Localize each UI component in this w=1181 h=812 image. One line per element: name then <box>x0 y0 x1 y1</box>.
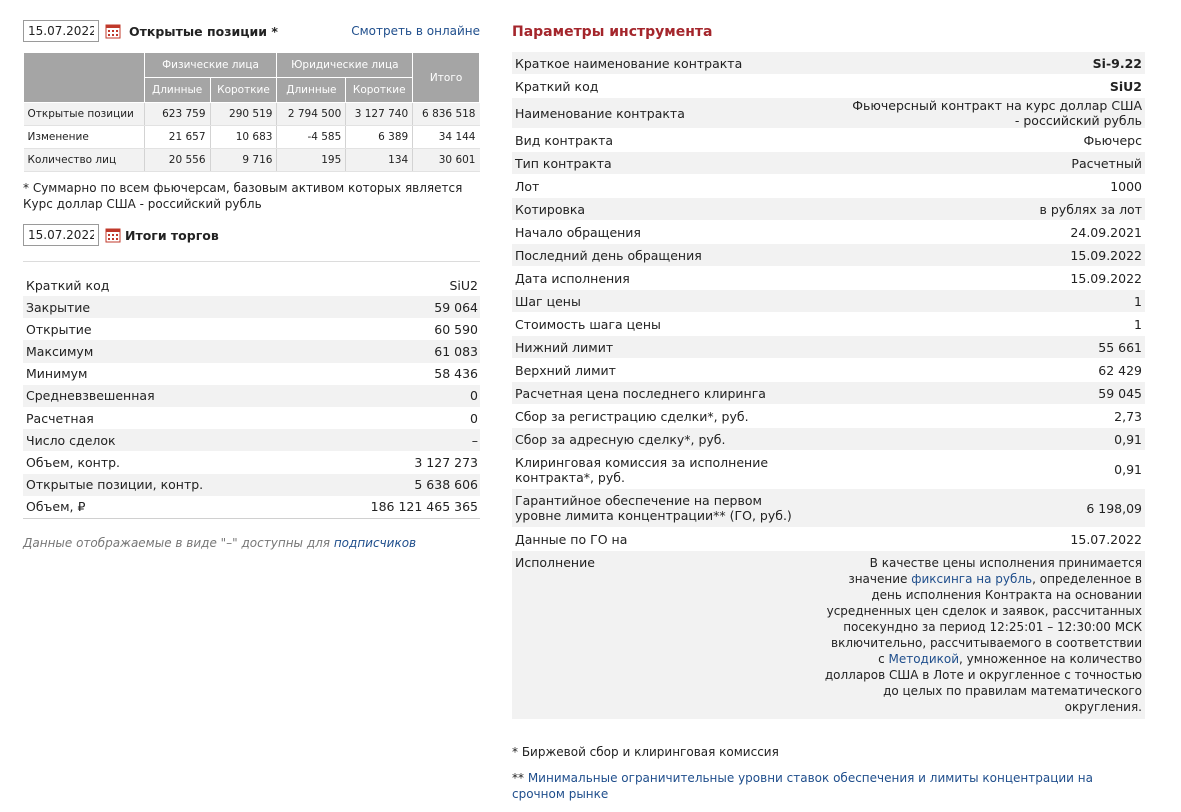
param-row <box>512 75 1145 98</box>
param-value: 15.07.2022 <box>1070 531 1142 547</box>
list-item <box>23 363 480 385</box>
table-cell: 195 <box>277 149 346 172</box>
table-cell: 10 683 <box>210 126 277 149</box>
footnote-limits <box>512 770 1145 802</box>
param-label: Наименование контракта <box>515 105 685 121</box>
header-short: Короткие <box>346 78 413 103</box>
param-row <box>512 313 1145 336</box>
divider <box>23 261 480 262</box>
list-item <box>23 407 480 429</box>
param-row <box>512 175 1145 198</box>
item-value: 60 590 <box>434 321 478 337</box>
param-label: Вид контракта <box>515 132 614 148</box>
table-header-blank <box>24 53 145 103</box>
param-value: Фьючерс <box>1083 132 1142 148</box>
header-long: Длинные <box>144 78 210 103</box>
param-value: 0,91 <box>1114 462 1142 477</box>
list-item <box>23 296 480 318</box>
table-cell: 34 144 <box>413 126 480 149</box>
item-label: Максимум <box>26 343 94 359</box>
table-cell: 623 759 <box>144 103 210 126</box>
item-value: 186 121 465 365 <box>370 499 478 515</box>
item-value: 58 436 <box>434 366 478 382</box>
item-value: 61 083 <box>434 343 478 359</box>
table-cell: 2 794 500 <box>277 103 346 126</box>
param-label: Исполнение <box>515 555 595 570</box>
open-positions-table <box>23 52 480 172</box>
param-label: Расчетная цена последнего клиринга <box>515 385 766 401</box>
right-column <box>512 18 1145 802</box>
param-row <box>512 129 1145 152</box>
header-short: Короткие <box>210 78 277 103</box>
open-positions-title: Открытые позиции * <box>129 23 278 39</box>
param-row <box>512 428 1145 451</box>
param-row <box>512 267 1145 290</box>
param-row-execution <box>512 551 1145 720</box>
table-cell: 21 657 <box>144 126 210 149</box>
footnote-fees: * Биржевой сбор и клиринговая комиссия <box>512 745 779 759</box>
item-value: SiU2 <box>449 278 478 293</box>
header-long: Длинные <box>277 78 346 103</box>
param-row <box>512 152 1145 175</box>
list-item <box>23 340 480 362</box>
list-item <box>23 429 480 451</box>
limits-link[interactable]: Минимальные ограничительные уровни ставок обеспечения и лимиты концентрации на срочном рынке <box>512 771 1093 801</box>
param-value: 1 <box>1134 316 1142 332</box>
open-positions-date-input[interactable] <box>23 20 99 42</box>
param-label: Начало обращения <box>515 224 641 240</box>
param-label: Лот <box>515 178 540 194</box>
table-cell: 6 836 518 <box>413 103 480 126</box>
param-label: Котировка <box>515 201 586 217</box>
footnote-marker: ** <box>512 771 528 785</box>
table-cell: 30 601 <box>413 149 480 172</box>
param-value: 62 429 <box>1098 362 1142 378</box>
table-cell: 6 389 <box>346 126 413 149</box>
param-label: Краткий код <box>515 78 599 94</box>
param-value: 0,91 <box>1114 431 1142 447</box>
table-cell: 20 556 <box>144 149 210 172</box>
param-label: Верхний лимит <box>515 362 616 378</box>
param-row <box>512 290 1145 313</box>
row-label: Открытые позиции <box>24 103 145 126</box>
divider <box>23 518 480 519</box>
list-item <box>23 451 480 473</box>
param-label: Краткое наименование контракта <box>515 55 743 71</box>
fixing-link[interactable]: фиксинга на рубль <box>911 572 1033 586</box>
execution-text: , умноженное на количество долларов США в Лоте и округленное с точностью до целых по правилам математического округления. <box>824 652 1142 714</box>
param-value <box>824 555 1142 715</box>
view-online-link[interactable]: Смотреть в онлайне <box>351 24 480 38</box>
param-label: Шаг цены <box>515 293 581 309</box>
subscribers-note <box>23 536 480 550</box>
param-label: Клиринговая комиссия за исполнение контракта*, руб. <box>515 454 769 485</box>
param-row <box>512 451 1145 489</box>
param-label: Стоимость шага цены <box>515 316 661 332</box>
param-row <box>512 52 1145 75</box>
trading-results-date-input[interactable] <box>23 224 99 246</box>
instrument-params-list <box>512 52 1145 720</box>
param-value: Расчетный <box>1071 155 1142 171</box>
subscribers-link[interactable]: подписчиков <box>333 535 417 550</box>
param-row <box>512 405 1145 428</box>
param-value: в рублях за лот <box>1039 201 1142 217</box>
calendar-icon[interactable] <box>105 23 121 39</box>
calendar-icon[interactable] <box>105 227 121 243</box>
param-row <box>512 244 1145 267</box>
param-row <box>512 359 1145 382</box>
param-label: Сбор за регистрацию сделки*, руб. <box>515 408 749 424</box>
instrument-params-title: Параметры инструмента <box>512 24 713 40</box>
item-label: Закрытие <box>26 299 91 315</box>
execution-text: В качестве цены исполнения принимается значение <box>848 556 1142 586</box>
list-item <box>23 385 480 407</box>
table-cell: 3 127 740 <box>346 103 413 126</box>
list-item <box>23 318 480 340</box>
param-label: Сбор за адресную сделку*, руб. <box>515 431 726 447</box>
table-cell: 134 <box>346 149 413 172</box>
item-label: Объем, контр. <box>26 454 121 470</box>
trading-results-list <box>23 268 480 518</box>
param-row <box>512 336 1145 359</box>
item-label: Средневзвешенная <box>26 388 155 404</box>
item-value: 5 638 606 <box>414 477 478 493</box>
param-label: Нижний лимит <box>515 339 614 355</box>
subscribers-note-text: Данные отображаемые в виде "–" доступны для <box>23 535 334 550</box>
param-row <box>512 198 1145 221</box>
item-label: Краткий код <box>26 278 110 293</box>
param-value: 55 661 <box>1098 339 1142 355</box>
list-item <box>23 474 480 496</box>
param-value: SiU2 <box>1109 78 1142 94</box>
param-value: 59 045 <box>1098 385 1142 401</box>
table-row <box>24 103 480 126</box>
param-row <box>512 489 1145 528</box>
table-row <box>24 126 480 149</box>
item-label: Открытие <box>26 321 92 337</box>
param-value: 6 198,09 <box>1086 500 1142 516</box>
table-cell: 9 716 <box>210 149 277 172</box>
param-label: Тип контракта <box>515 155 612 171</box>
param-value: 24.09.2021 <box>1070 224 1142 240</box>
item-label: Минимум <box>26 366 88 382</box>
item-value: 0 <box>470 410 478 426</box>
open-positions-footnote: * Суммарно по всем фьючерсам, базовым активом которых является Курс доллар США - российский рубль <box>23 181 463 211</box>
table-cell: 290 519 <box>210 103 277 126</box>
param-value: 2,73 <box>1114 408 1142 424</box>
param-value: 1 <box>1134 293 1142 309</box>
item-label: Расчетная <box>26 410 94 426</box>
param-value: 15.09.2022 <box>1070 270 1142 286</box>
param-row <box>512 98 1145 129</box>
table-cell: -4 585 <box>277 126 346 149</box>
item-value: 3 127 273 <box>414 454 478 470</box>
header-legal: Юридические лица <box>277 53 413 78</box>
item-value: 0 <box>470 388 478 404</box>
param-row <box>512 221 1145 244</box>
param-label: Гарантийное обеспечение на первом уровне лимита концентрации** (ГО, руб.) <box>515 493 792 523</box>
header-individuals: Физические лица <box>144 53 277 78</box>
param-label: Данные по ГО на <box>515 531 628 547</box>
item-label: Число сделок <box>26 432 116 448</box>
item-value: 59 064 <box>434 299 478 315</box>
item-label: Объем, ₽ <box>26 499 86 515</box>
param-row <box>512 528 1145 551</box>
list-item <box>23 268 480 296</box>
row-label: Изменение <box>24 126 145 149</box>
param-label: Последний день обращения <box>515 247 702 263</box>
param-row <box>512 382 1145 405</box>
param-value: 1000 <box>1110 178 1142 194</box>
item-value: – <box>471 432 478 448</box>
param-value: Фьючерсный контракт на курс доллар США - российский рубль <box>852 98 1142 128</box>
methodology-link[interactable]: Методикой <box>888 652 960 666</box>
trading-results-title: Итоги торгов <box>125 227 219 243</box>
row-label: Количество лиц <box>24 149 145 172</box>
table-row <box>24 149 480 172</box>
item-label: Открытые позиции, контр. <box>26 477 204 493</box>
param-label: Дата исполнения <box>515 270 630 286</box>
list-item <box>23 496 480 518</box>
param-value: Si-9.22 <box>1092 55 1142 71</box>
open-positions-header <box>23 18 480 44</box>
param-value: 15.09.2022 <box>1070 247 1142 263</box>
left-column <box>23 18 480 550</box>
header-total: Итого <box>413 53 480 103</box>
trading-results-header <box>23 222 480 248</box>
execution-text: , определенное в день исполнения Контракта на основании усредненных цен сделок и заявок, рассчитанных посекундно за период 12:25:01 – 12:30:00 МСК включительно, рассчитываемого в соответствии с <box>826 572 1142 666</box>
